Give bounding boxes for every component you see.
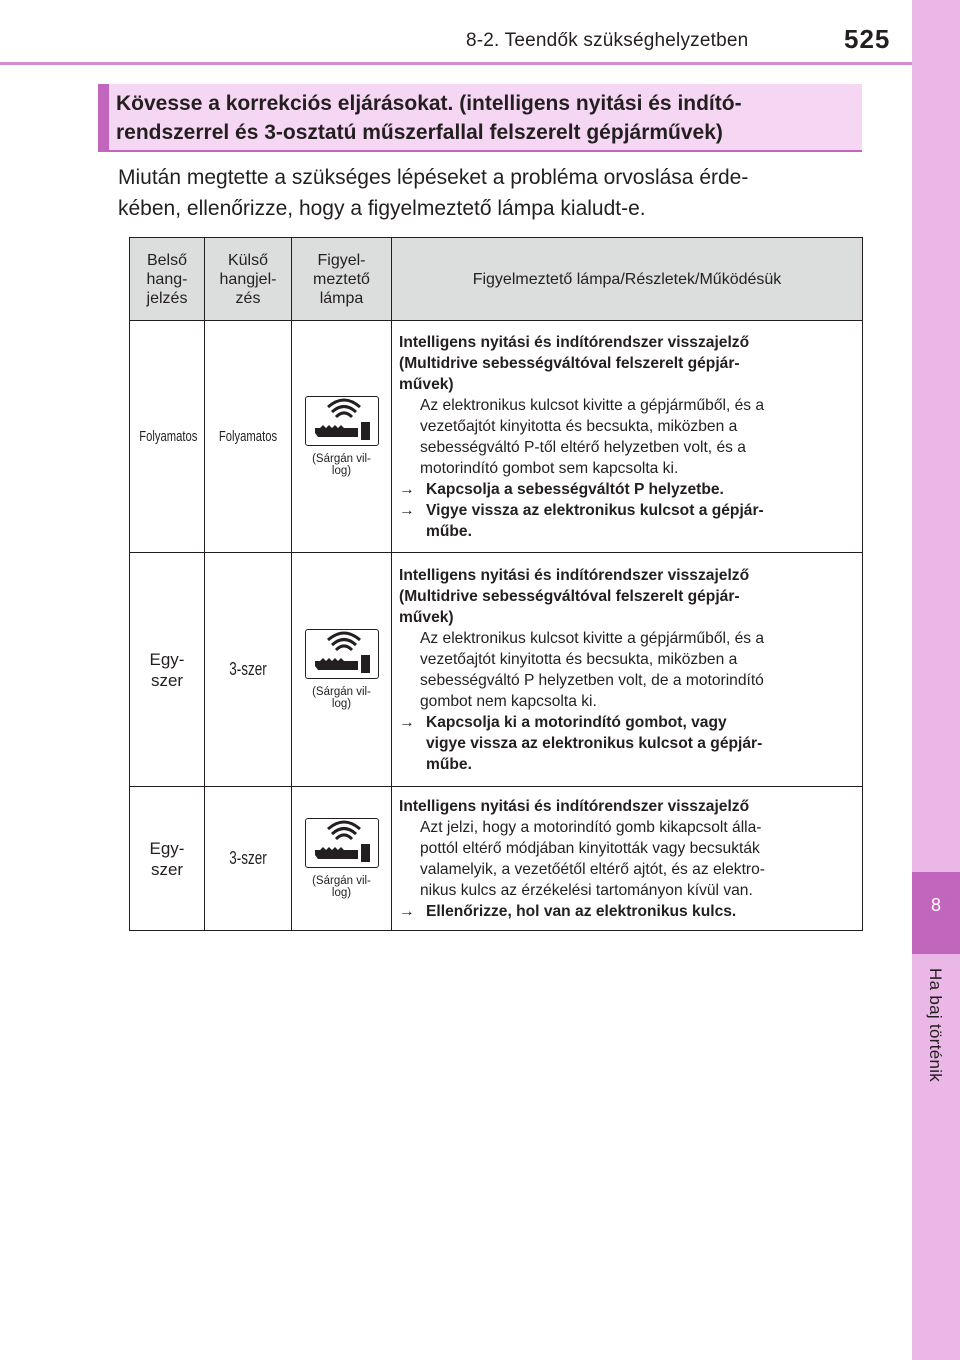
smart-key-indicator-icon [305, 629, 379, 679]
header-details: Figyelmeztető lámpa/Részletek/Működésük [392, 238, 863, 321]
external-buzzer-value: 3-szer [229, 848, 267, 868]
table-row [130, 321, 863, 553]
internal-buzzer-value: Folyamatos [139, 428, 198, 445]
table-row [130, 787, 863, 931]
corrective-action: → Vigye vissza az elektronikus kulcsot a gépjár- műbe. [399, 501, 764, 540]
corrective-action: → Ellenőrizze, hol van az elektronikus kulcs. [399, 902, 737, 920]
corrective-action: → Kapcsolja ki a motorindító gombot, vagy vigye vissza az elektronikus kulcsot a gépjár- műbe. [399, 713, 763, 773]
smart-key-indicator-icon [305, 396, 379, 446]
chapter-side-tab [912, 0, 960, 1360]
header-line: zés [235, 289, 261, 307]
section-title: 8-2. Teendők szükséghelyzetben [466, 30, 749, 51]
lamp-caption: (Sárgán vil- log) [312, 686, 371, 710]
external-buzzer-value: 3-szer [229, 659, 267, 679]
external-buzzer-value: Folyamatos [218, 428, 278, 445]
header-line: Külső [227, 251, 269, 269]
internal-buzzer-value: szer [150, 670, 184, 690]
internal-buzzer-cell [130, 553, 205, 787]
header-internal-buzzer [130, 238, 205, 321]
smart-key-indicator-icon [305, 818, 379, 868]
header-line: jelzés [146, 289, 188, 307]
lamp-caption: (Sárgán vil- log) [312, 453, 371, 477]
warning-lamp-cell [292, 787, 392, 931]
details-cell [392, 787, 863, 931]
internal-buzzer-cell [130, 321, 205, 553]
detail-body: Azt jelzi, hogy a motorindító gomb kikapcsolt álla- pottól eltérő módjában kinyitották vagy becsukták valamelyik, a vezetőétől eltérő ajtót, és az elektro- nikus kulcs az érzékelési tartományon kívül van. [420, 818, 765, 899]
arrow-right-icon: → [399, 501, 415, 519]
detail-body: Az elektronikus kulcsot kivitte a gépjárműből, és a vezetőajtót kinyitotta és becsukta, miközben a sebességváltó P helyzetben volt, de a motorindító gombot nem kapcsolta ki. [420, 629, 765, 710]
warning-lamp-cell [292, 553, 392, 787]
warning-lamp-cell [292, 321, 392, 553]
internal-buzzer-value: Egy- [149, 838, 185, 858]
header-line: Figyel- [317, 251, 366, 269]
header-line: hang- [146, 270, 188, 288]
details-cell [392, 553, 863, 787]
detail-title: Intelligens nyitási és indítórendszer visszajelző (Multidrive sebességváltóval felszerelt gépjár- művek) [399, 333, 750, 393]
header-line: lámpa [319, 289, 364, 307]
page-number: 525 [844, 24, 891, 54]
intro-text-line-1: Miután megtette a szükséges lépéseket a probléma orvoslása érde- [118, 166, 749, 189]
callout-heading-line-2: rendszerrel és 3-osztatú műszerfallal felszerelt gépjárművek) [116, 121, 723, 144]
arrow-right-icon: → [399, 480, 415, 498]
arrow-right-icon: → [399, 713, 415, 731]
intro-text-line-2: kében, ellenőrizze, hogy a figyelmeztető lámpa kialudt-e. [118, 197, 646, 220]
callout-rule [98, 150, 862, 152]
lamp-caption: (Sárgán vil- log) [312, 875, 371, 899]
header-external-buzzer [205, 238, 292, 321]
corrective-action: → Kapcsolja a sebességváltót P helyzetbe. [399, 480, 724, 498]
callout-heading-line-1: Kövesse a korrekciós eljárásokat. (intelligens nyitási és indító- [116, 92, 742, 115]
header-line: Belső [146, 251, 187, 269]
chapter-number: 8 [930, 895, 941, 915]
warning-table [129, 237, 863, 931]
header-warning-lamp [292, 238, 392, 321]
detail-title: Intelligens nyitási és indítórendszer visszajelző (Multidrive sebességváltóval felszerelt gépjár- művek) [399, 566, 750, 626]
chapter-title: Ha baj történik [926, 968, 945, 1083]
details-cell [392, 321, 863, 553]
internal-buzzer-value: szer [150, 859, 184, 879]
header-line: hangjel- [219, 270, 277, 288]
header-rule [0, 62, 912, 65]
internal-buzzer-value: Egy- [149, 649, 185, 669]
external-buzzer-cell [205, 321, 292, 553]
external-buzzer-cell [205, 787, 292, 931]
arrow-right-icon: → [399, 902, 415, 920]
detail-body: Az elektronikus kulcsot kivitte a gépjárműből, és a vezetőajtót kinyitotta és becsukta, miközben a sebességváltó P-től eltérő helyzetben volt, és a motorindító gombot sem kapcsolta ki. [420, 396, 765, 477]
header-line: meztető [313, 270, 370, 288]
table-header-row [130, 238, 863, 321]
detail-title: Intelligens nyitási és indítórendszer visszajelző [399, 797, 750, 815]
external-buzzer-cell [205, 553, 292, 787]
internal-buzzer-cell [130, 787, 205, 931]
table-row [130, 553, 863, 787]
